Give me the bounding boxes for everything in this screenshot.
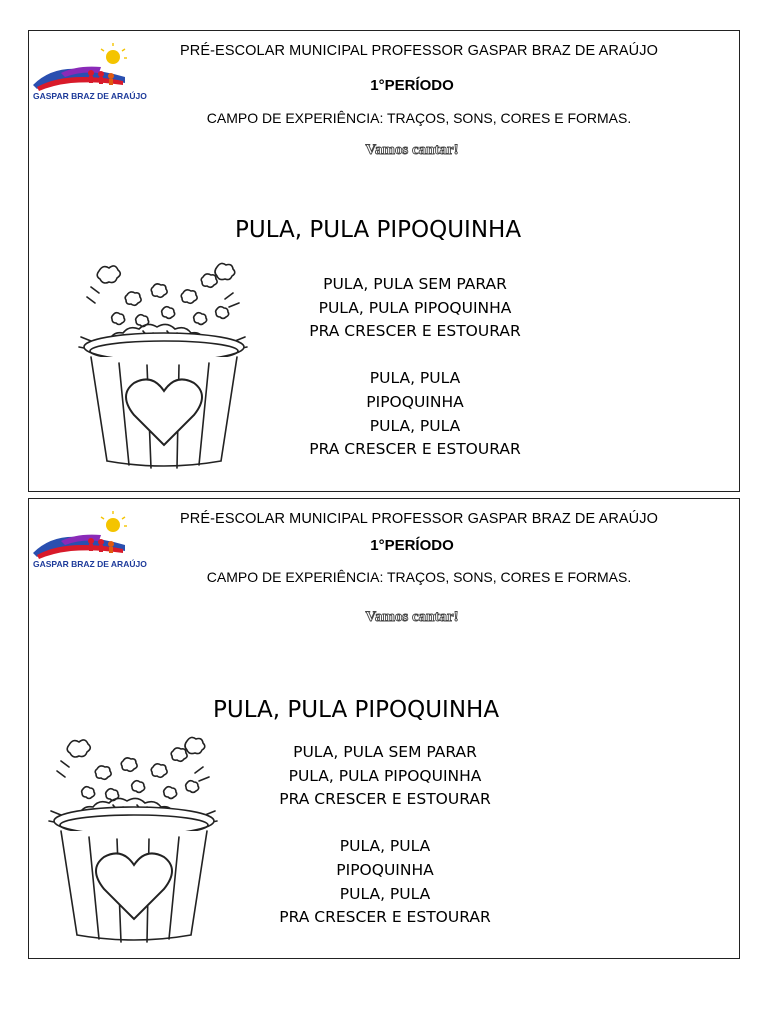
lets-sing-heading: Vamos cantar!	[365, 609, 459, 625]
lyric-line: PULA, PULA	[369, 416, 461, 435]
lyrics-block	[245, 741, 525, 930]
period-label: 1°PERÍODO	[370, 537, 454, 554]
lyric-line: PULA, PULA SEM PARAR	[323, 275, 507, 293]
lyric-line: PULA, PULA	[339, 837, 431, 856]
lyric-line: PRA CRESCER E ESTOURAR	[309, 440, 521, 459]
experience-field: CAMPO DE EXPERIÊNCIA: TRAÇOS, SONS, CORES E FORMAS.	[206, 110, 632, 126]
lyric-line: PRA CRESCER E ESTOURAR	[279, 790, 491, 809]
popcorn-bucket-icon	[67, 257, 257, 467]
lyric-line: PULA, PULA SEM PARAR	[293, 743, 477, 761]
experience-field: CAMPO DE EXPERIÊNCIA: TRAÇOS, SONS, CORES E FORMAS.	[206, 569, 632, 585]
lyric-line: PULA, PULA PIPOQUINHA	[288, 766, 482, 785]
school-name: PRÉ-ESCOLAR MUNICIPAL PROFESSOR GASPAR BRAZ DE ARAÚJO	[180, 43, 658, 59]
lyric-line: PULA, PULA PIPOQUINHA	[318, 298, 512, 317]
lyric-line: PRA CRESCER E ESTOURAR	[279, 908, 491, 927]
lyric-line: PULA, PULA	[339, 884, 431, 903]
school-name: PRÉ-ESCOLAR MUNICIPAL PROFESSOR GASPAR BRAZ DE ARAÚJO	[180, 511, 658, 527]
lets-sing-heading: Vamos cantar!	[365, 142, 459, 158]
period-label: 1°PERÍODO	[370, 77, 454, 94]
lyric-line: PIPOQUINHA	[366, 392, 464, 411]
logo-text: GASPAR BRAZ DE ARAÚJO	[33, 559, 147, 569]
song-title: PULA, PULA PIPOQUINHA	[213, 697, 500, 723]
activity-card-1	[28, 30, 740, 492]
activity-card-2	[28, 498, 740, 959]
popcorn-bucket-icon	[37, 731, 227, 941]
lyric-line: PRA CRESCER E ESTOURAR	[309, 322, 521, 341]
logo-text: GASPAR BRAZ DE ARAÚJO	[33, 91, 147, 101]
lyrics-block	[275, 273, 555, 462]
song-title: PULA, PULA PIPOQUINHA	[235, 217, 522, 243]
lyric-line: PULA, PULA	[369, 369, 461, 388]
lyric-line: PIPOQUINHA	[336, 860, 434, 879]
